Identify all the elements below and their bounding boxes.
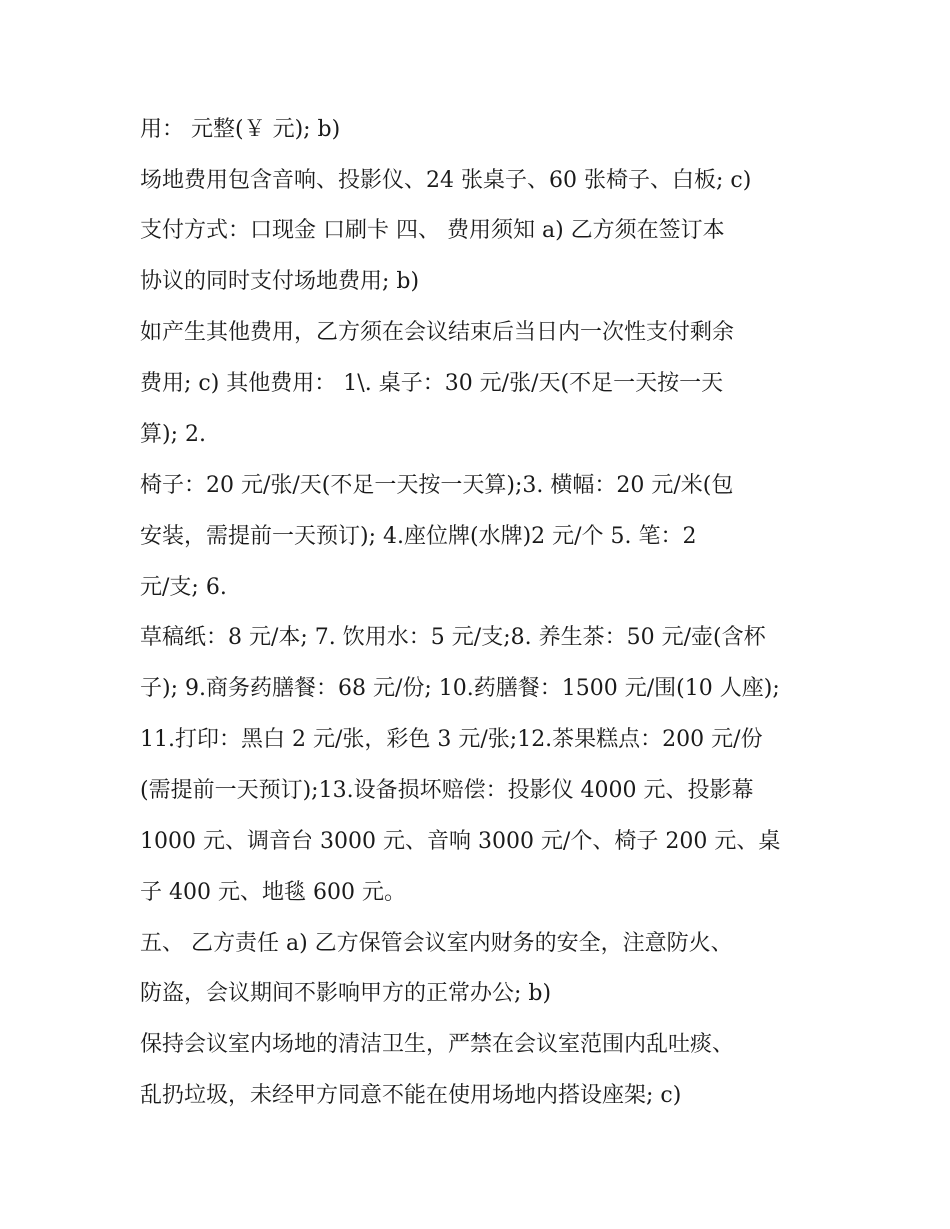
text-line: 11.打印：黑白 2 元/张，彩色 3 元/张;12.茶果糕点：200 元/份 bbox=[140, 727, 763, 752]
text-line: 1000 元、调音台 3000 元、音响 3000 元/个、椅子 200 元、桌 bbox=[140, 829, 781, 854]
text-line: 协议的同时支付场地费用; b) bbox=[140, 269, 420, 294]
text-line: 子 400 元、地毯 600 元。 bbox=[140, 880, 406, 905]
text-line: 子); 9.商务药膳餐：68 元/份; 10.药膳餐：1500 元/围(10 人座); bbox=[140, 676, 780, 701]
text-line: 场地费用包含音响、投影仪、24 张桌子、60 张椅子、白板; c) bbox=[140, 168, 752, 193]
text-line: 草稿纸：8 元/本; 7. 饮用水：5 元/支;8. 养生茶：50 元/壶(含杯 bbox=[140, 625, 766, 650]
text-line: 椅子：20 元/张/天(不足一天按一天算);3. 横幅：20 元/米(包 bbox=[140, 473, 734, 498]
text-line: 如产生其他费用，乙方须在会议结束后当日内一次性支付剩余 bbox=[140, 320, 735, 345]
text-line: (需提前一天预订);13.设备损坏赔偿：投影仪 4000 元、投影幕 bbox=[140, 778, 754, 803]
text-line: 费用; c) 其他费用： 1\. 桌子：30 元/张/天(不足一天按一天 bbox=[140, 371, 724, 396]
text-line: 五、 乙方责任 a) 乙方保管会议室内财务的安全，注意防火、 bbox=[140, 931, 733, 956]
text-line: 元/支; 6. bbox=[140, 575, 227, 600]
text-line: 支付方式：口现金 口刷卡 四、 费用须知 a) 乙方须在签订本 bbox=[140, 218, 725, 243]
text-line: 保持会议室内场地的清洁卫生，严禁在会议室范围内乱吐痰、 bbox=[140, 1032, 735, 1057]
text-line: 用： 元整(￥ 元); b) bbox=[140, 117, 341, 142]
text-line: 算); 2. bbox=[140, 422, 206, 447]
text-line: 安装，需提前一天预订); 4.座位牌(水牌)2 元/个 5. 笔：2 bbox=[140, 524, 697, 549]
text-line: 防盗，会议期间不影响甲方的正常办公; b) bbox=[140, 981, 552, 1006]
text-line: 乱扔垃圾，未经甲方同意不能在使用场地内搭设座架; c) bbox=[140, 1083, 682, 1108]
